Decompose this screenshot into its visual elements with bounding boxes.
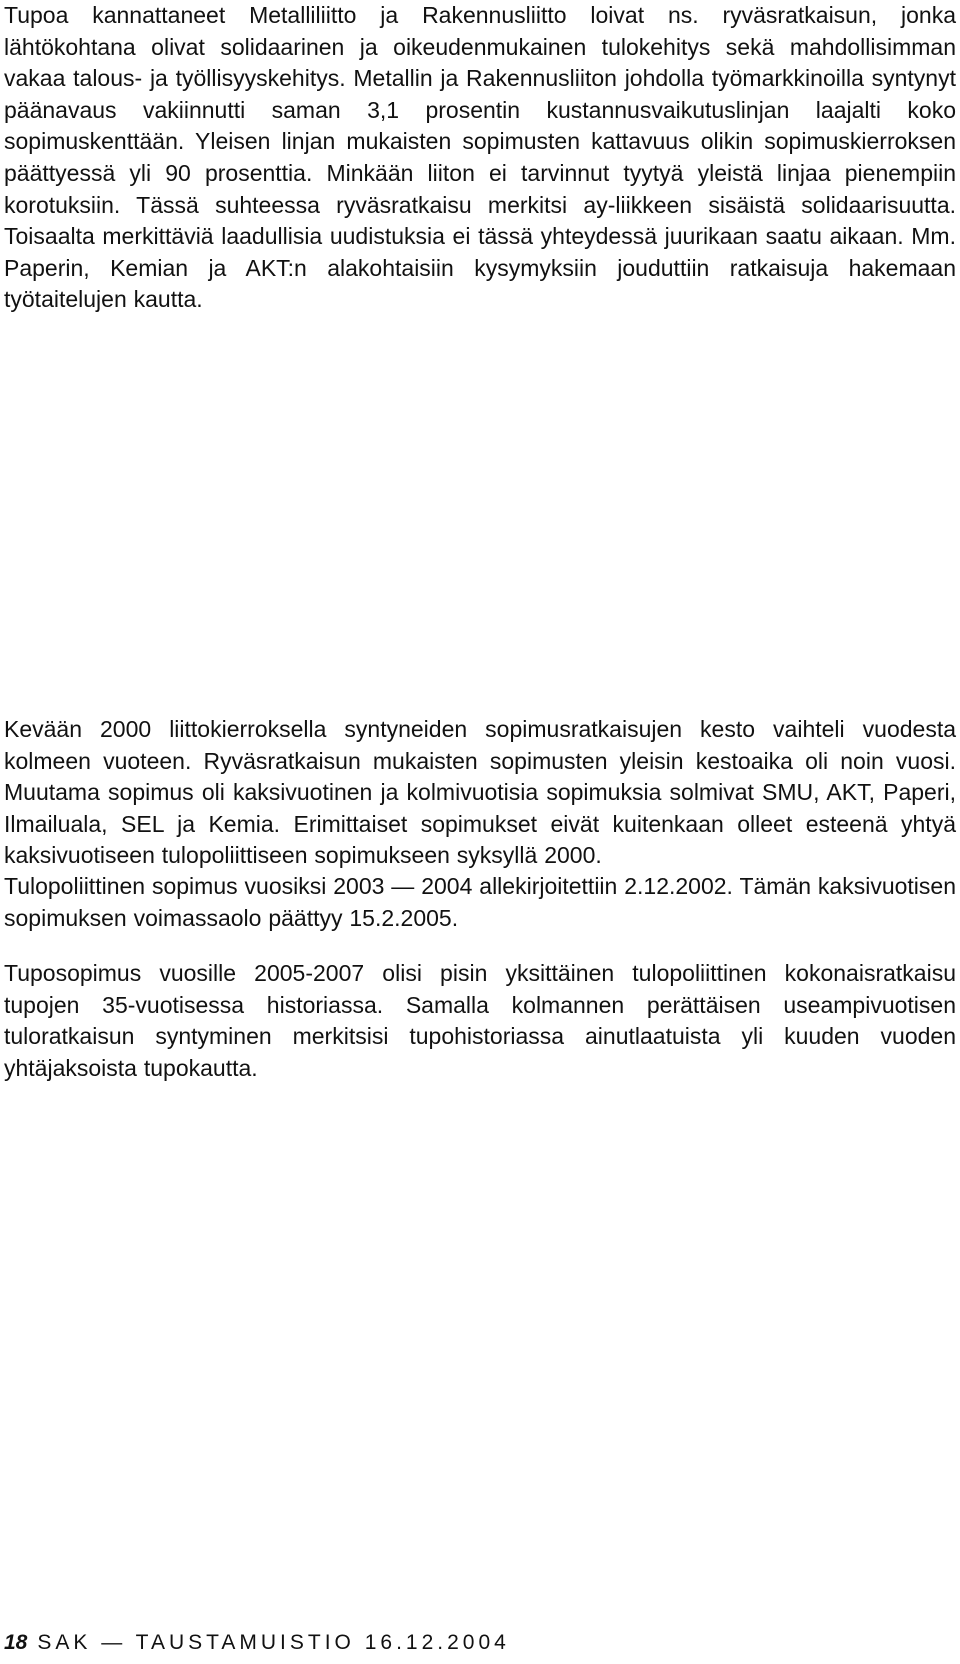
document-body [4, 0, 956, 316]
running-title: SAK — TAUSTAMUISTIO 16.12.2004 [37, 1631, 510, 1654]
paragraph-ryvasratkaisu: Tupoa kannattaneet Metalliliitto ja Rakennusliitto loivat ns. ryväsratkaisun, jonka lähtökohtana olivat solidaarinen ja oikeudenmukainen tulokehitys sekä mahdollisimman vakaa talous- ja työllisyyskehitys. Metallin ja Rakennusliiton johdolla työmarkkinoilla syntynyt päänavaus vakiinnutti saman 3,1 prosentin kustannusvaikutuslinjan laajalti koko sopimuskenttään. Yleisen linjan mukaisten sopimusten kattavuus olikin sopimuskierroksen päättyessä yli 90 prosenttia. Minkään liiton ei tarvinnut tyytyä yleistä linjaa pienempiin korotuksiin. Tässä suhteessa ryväsratkaisu merkitsi ay-liikkeen sisäistä solidaarisuutta. Toisaalta merkittäviä laadullisia uudistuksia ei tässä yhteydessä juurikaan saatu aikaan. Mm. Paperin, Kemian ja AKT:n alakohtaisiin kysymyksiin jouduttiin ratkaisuja hakemaan työtaitelujen kautta. [4, 2, 956, 313]
page-footer [4, 1630, 510, 1656]
paragraph-tulopoliittinen-sopimus: Tulopoliittinen sopimus vuosiksi 2003 — 2004 allekirjoitettiin 2.12.2002. Tämän kaksivuotisen sopimuksen voimassaolo päättyy 15.2.2005. [4, 873, 956, 931]
paragraph-sopimusten-kesto: Kevään 2000 liittokierroksella syntyneiden sopimusratkaisujen kesto vaihteli vuodesta kolmeen vuoteen. Ryväsratkaisun mukaisten sopimusten yleisin kestoaika oli noin vuosi. Muutama sopimus oli kaksivuotinen ja kolmivuotisia sopimuksia solmivat SMU, AKT, Paperi, Ilmailuala, SEL ja Kemia. Erimittaiset sopimukset eivät kuitenkaan olleet esteenä yhtyä kaksivuotiseen tulopoliittiseen sopimukseen syksyllä 2000. [4, 716, 956, 869]
paragraph-tuposopimus: Tuposopimus vuosille 2005-2007 olisi pisin yksittäinen tulopoliittinen kokonaisratkaisu tupojen 35-vuotisessa historiassa. Samalla kolmannen perättäisen useampivuotisen tuloratkaisun syntyminen merkitsisi tupohistoriassa ainutlaatuista yli kuuden vuoden yhtäjaksoista tupokautta. [4, 960, 956, 1081]
page-number: 18 [4, 1631, 28, 1654]
